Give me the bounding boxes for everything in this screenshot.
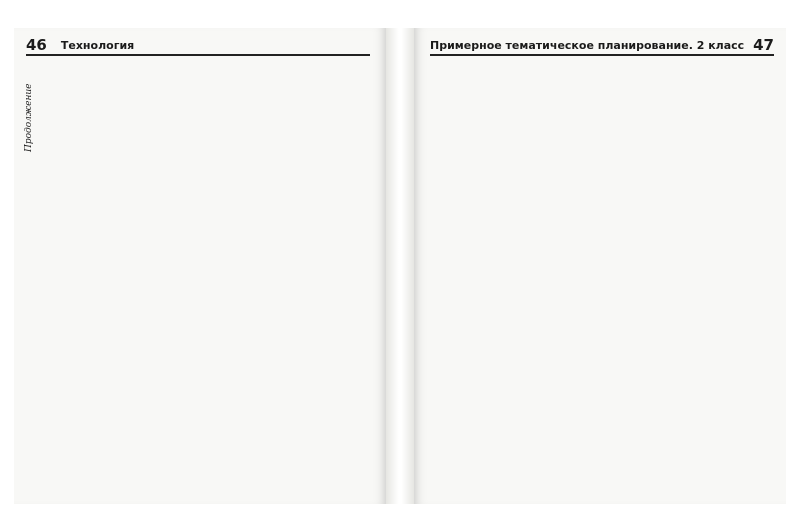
left-running-title: Технология xyxy=(60,39,135,52)
right-page-number: 47 xyxy=(753,36,774,54)
book-gutter xyxy=(386,28,414,504)
right-running-header xyxy=(430,32,774,56)
left-table-frame xyxy=(40,58,366,498)
continuation-label: Продолжение xyxy=(24,83,34,152)
right-table-frame xyxy=(432,58,762,498)
right-running-title: Примерное тематическое планирование. 2 класс xyxy=(430,39,745,52)
left-page-number: 46 xyxy=(26,36,47,54)
left-running-header xyxy=(26,32,370,56)
